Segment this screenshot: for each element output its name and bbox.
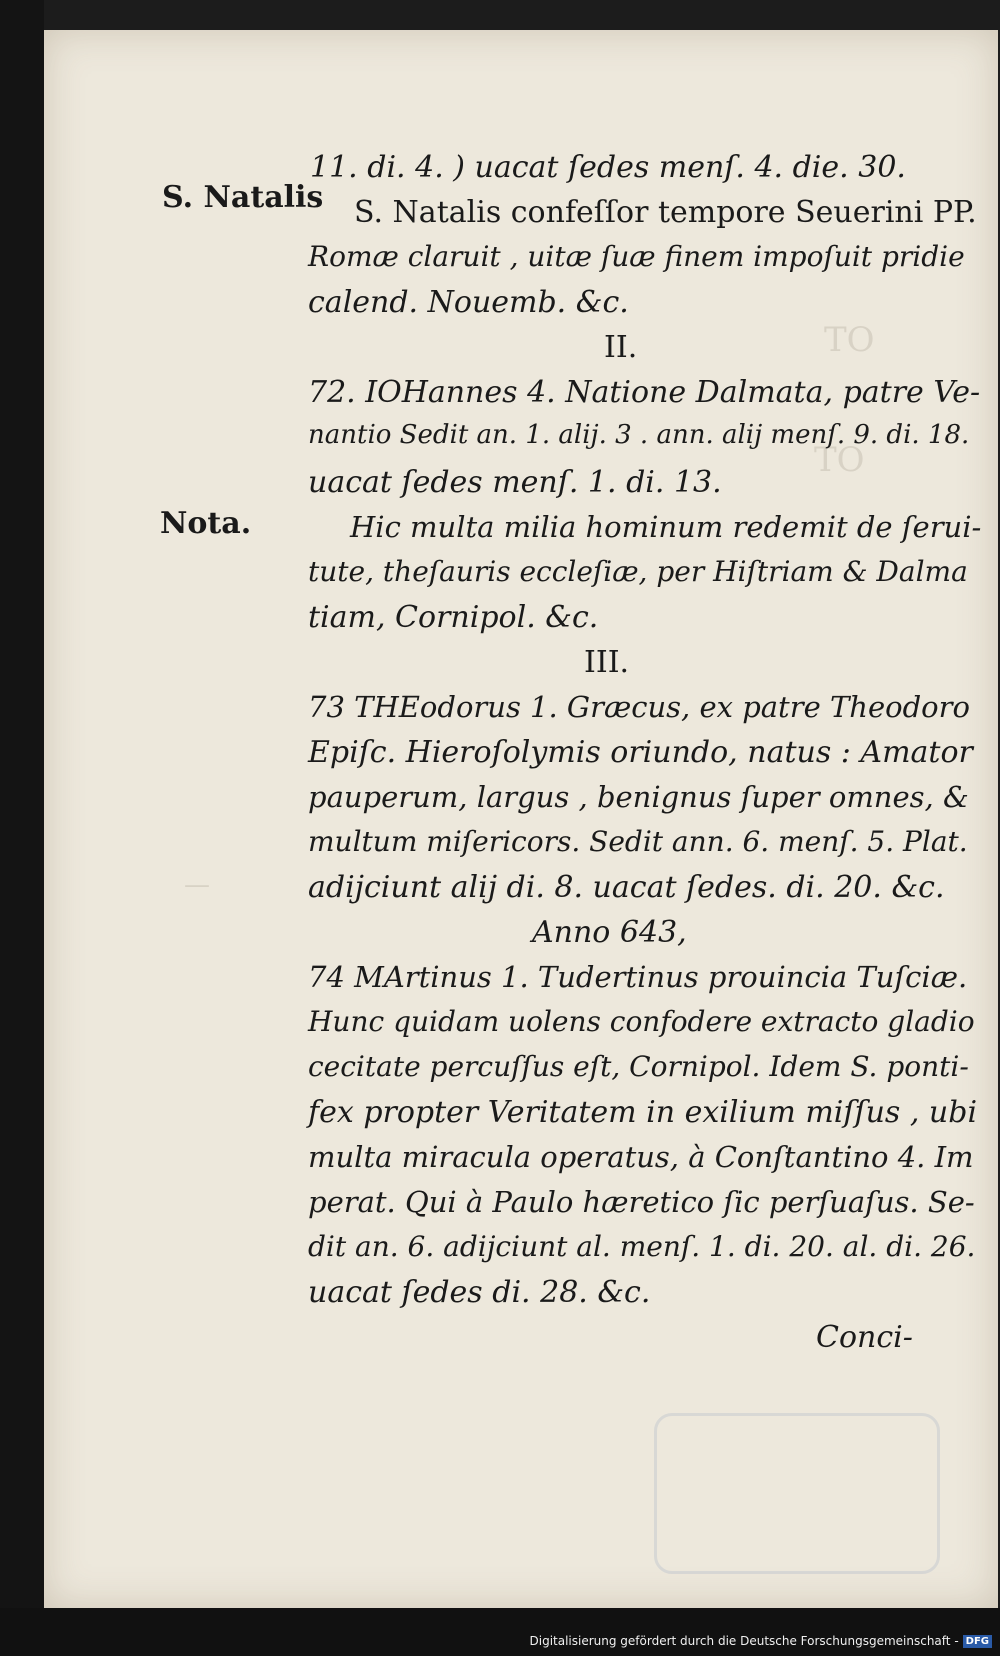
footer-bar: [0, 1608, 1000, 1656]
text-line: multum miſericors. Sedit ann. 6. menſ. 5. Plat.: [308, 825, 968, 858]
text-line: tiam, Cornipol. &c.: [308, 600, 599, 635]
text-line: dit an. 6. adijciunt al. menſ. 1. di. 20. al. di. 26.: [308, 1230, 976, 1263]
bleed-through: TO: [814, 440, 865, 480]
text-line: adijciunt alij di. 8. uacat ſedes. di. 20. &c.: [308, 870, 945, 905]
bleed-through: —: [184, 870, 210, 900]
margin-note-natalis: S. Natalis: [162, 180, 324, 215]
book-page: [44, 30, 998, 1608]
text-line: calend. Nouemb. &c.: [308, 285, 629, 320]
year-heading: Anno 643,: [532, 915, 687, 950]
bleed-through: TO: [824, 320, 875, 360]
text-line: uacat ſedes di. 28. &c.: [308, 1275, 651, 1310]
catchword: Conci-: [816, 1320, 913, 1355]
text-line: multa miracula operatus, à Conſtantino 4. Im: [308, 1140, 974, 1174]
section-numeral: III.: [584, 645, 630, 680]
text-line: S. Natalis confeſſor tempore Seuerini PP.: [354, 195, 977, 230]
scan-edge: [0, 0, 44, 1656]
text-line: perat. Qui à Paulo hæretico ſic perſuaſus. Se-: [308, 1185, 975, 1219]
text-line: Romæ claruit , uitæ ſuæ finem impoſuit pridie: [308, 240, 965, 273]
text-line: tute, theſauris eccleſiæ, per Hiſtriam & Dalma: [308, 555, 968, 588]
dfg-logo: DFG: [963, 1635, 992, 1648]
text-line: Hic multa milia hominum redemit de ſerui-: [350, 510, 982, 544]
text-line: nantio Sedit an. 1. alij. 3 . ann. alij menſ. 9. di. 18.: [308, 420, 970, 450]
section-numeral: II.: [604, 330, 638, 365]
text-line: Hunc quidam uolens confodere extracto gladio: [308, 1005, 975, 1038]
text-line: 11. di. 4. ) uacat ſedes menſ. 4. die. 30.: [310, 150, 906, 185]
margin-note-nota: Nota.: [160, 506, 252, 541]
text-line: 72. IOHannes 4. Natione Dalmata, patre Ve-: [308, 375, 981, 410]
text-line: 73 THEodorus 1. Græcus, ex patre Theodoro: [308, 690, 970, 724]
text-line: cecitate percuſſus eſt, Cornipol. Idem S. ponti-: [308, 1050, 969, 1083]
text-line: Epiſc. Hieroſolymis oriundo, natus : Amator: [308, 735, 973, 770]
digitization-credit: [530, 1634, 993, 1648]
text-line: uacat ſedes menſ. 1. di. 13.: [308, 465, 722, 500]
text-line: 74 MArtinus 1. Tudertinus prouincia Tuſciæ.: [308, 960, 968, 994]
credit-text: Digitalisierung gefördert durch die Deutsche Forschungsgemeinschaft -: [529, 1634, 959, 1648]
text-line: fex propter Veritatem in exilium miſſus , ubi: [308, 1095, 978, 1130]
text-line: pauperum, largus , benignus ſuper omnes, &: [308, 780, 969, 814]
library-stamp-bleed: [654, 1413, 940, 1574]
